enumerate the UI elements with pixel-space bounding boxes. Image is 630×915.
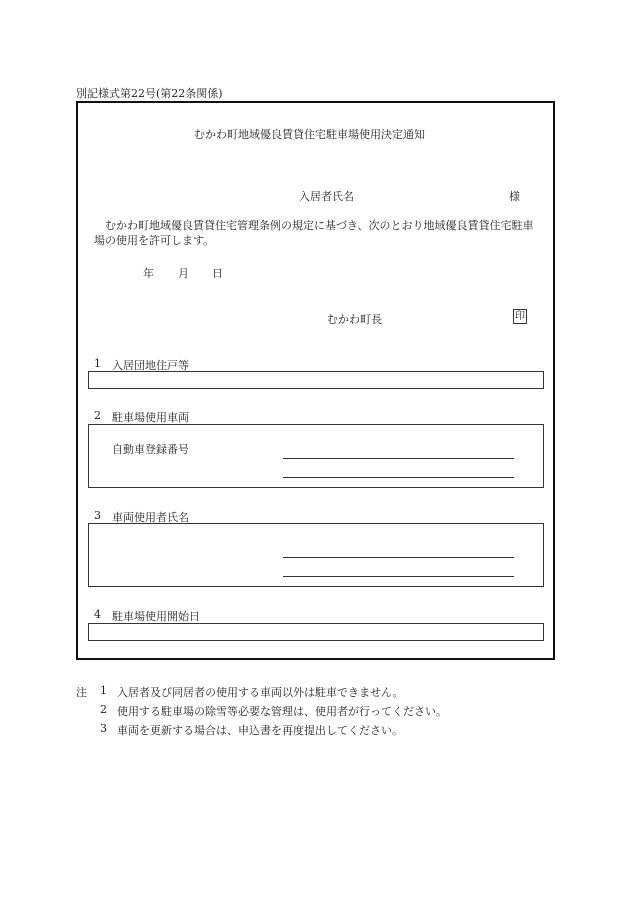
registration-line-1[interactable]	[283, 458, 514, 459]
date-year-label: 年	[143, 267, 154, 280]
vehicle-user-line-1[interactable]	[283, 557, 514, 558]
addressee-label: 入居者氏名	[299, 190, 354, 203]
registration-number-label: 自動車登録番号	[112, 443, 189, 456]
date-month-label: 月	[178, 267, 189, 280]
note-2-number: 2	[100, 703, 107, 716]
document-title: むかわ町地域優良賃貸住宅駐車場使用決定通知	[194, 128, 425, 141]
section-1-label: 入居団地住戸等	[112, 359, 189, 372]
section-3-number: 3	[94, 509, 101, 522]
section-2-label: 駐車場使用車両	[112, 411, 189, 424]
section-4-number: 4	[94, 608, 101, 621]
note-3-number: 3	[100, 722, 107, 735]
residence-unit-field[interactable]	[88, 371, 544, 389]
issuer-title: むかわ町長	[327, 313, 382, 326]
body-text: むかわ町地域優良賃貸住宅管理条例の規定に基づき、次のとおり地域優良賃貸住宅駐車場の使用を許可します。	[94, 219, 534, 247]
section-3-label: 車両使用者氏名	[112, 511, 189, 524]
note-3-text: 車両を更新する場合は、申込書を再度提出してください。	[117, 724, 403, 737]
note-1-number: 1	[100, 684, 107, 697]
start-date-field[interactable]	[88, 623, 544, 641]
seal-mark: 印	[515, 311, 525, 322]
section-1-number: 1	[94, 357, 101, 370]
section-4-label: 駐車場使用開始日	[112, 610, 200, 623]
registration-line-2[interactable]	[283, 477, 514, 478]
notes-prefix: 注	[76, 686, 87, 699]
note-2-text: 使用する駐車場の除雪等必要な管理は、使用者が行ってください。	[117, 705, 447, 718]
form-label: 別記様式第22号(第22条関係)	[76, 87, 223, 100]
section-2-number: 2	[94, 409, 101, 422]
note-1-text: 入居者及び同居者の使用する車両以外は駐車できません。	[117, 686, 404, 699]
date-day-label: 日	[212, 267, 223, 280]
addressee-honorific: 様	[509, 190, 520, 203]
vehicle-user-line-2[interactable]	[283, 576, 514, 577]
vehicle-user-box	[88, 523, 544, 587]
